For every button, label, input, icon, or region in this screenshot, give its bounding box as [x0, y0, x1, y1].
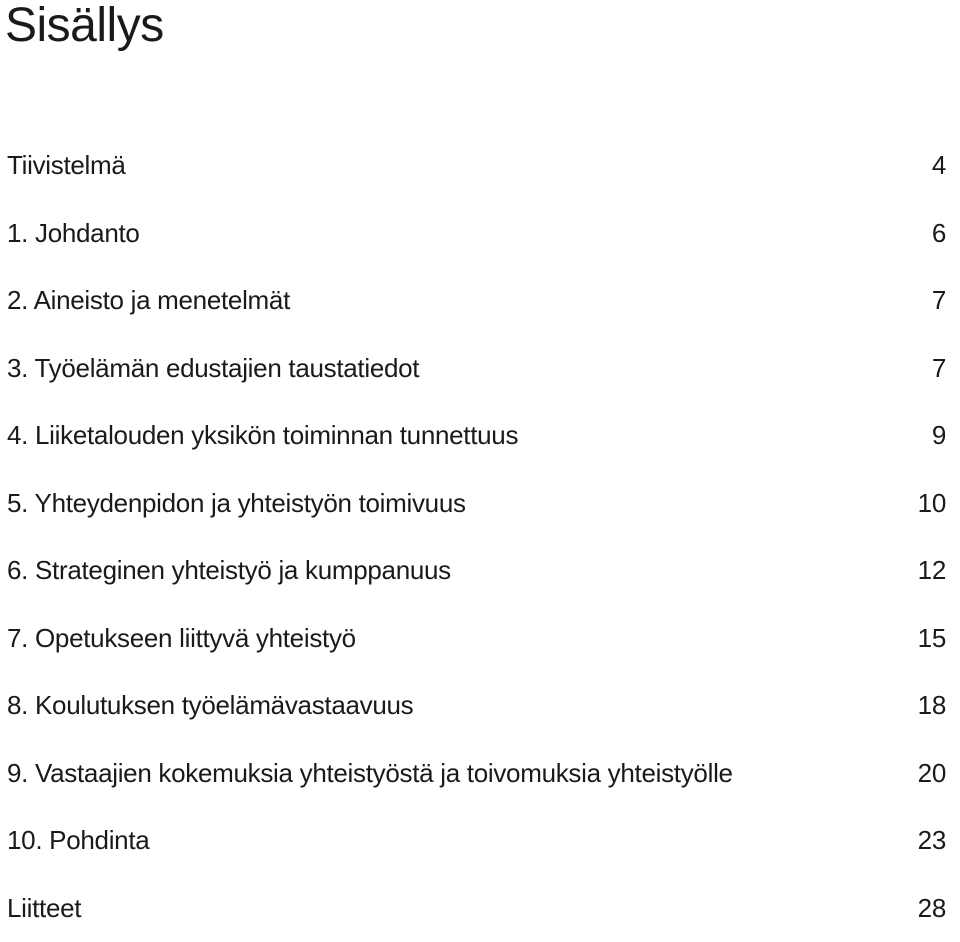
toc-entry-page: 10: [918, 488, 946, 519]
toc-entry-label: 3. Työelämän edustajien taustatiedot: [7, 353, 419, 384]
toc-entry-label: 5. Yhteydenpidon ja yhteistyön toimivuus: [7, 488, 466, 519]
toc-entry: [0, 470, 960, 538]
toc-entry-page: 12: [918, 555, 946, 586]
toc-entry-label: Liitteet: [7, 893, 81, 924]
toc-entry: [0, 605, 960, 673]
toc-entry: [0, 200, 960, 268]
toc-entry-label: 8. Koulutuksen työelämävastaavuus: [7, 690, 413, 721]
toc-entry-page: 4: [932, 150, 946, 181]
toc-entry: [0, 537, 960, 605]
toc-entry-page: 20: [918, 758, 946, 789]
toc-entry: [0, 740, 960, 808]
toc-entry-label: 9. Vastaajien kokemuksia yhteistyöstä ja toivomuksia yhteistyölle: [7, 758, 733, 789]
toc-entry-page: 23: [918, 825, 946, 856]
toc-entry-page: 9: [932, 420, 946, 451]
toc-entry-page: 15: [918, 623, 946, 654]
toc-entry-label: 4. Liiketalouden yksikön toiminnan tunnettuus: [7, 420, 518, 451]
toc-entry-page: 18: [918, 690, 946, 721]
toc-entry-label: Tiivistelmä: [7, 150, 126, 181]
page-title: Sisällys: [5, 0, 164, 58]
toc-entry: [0, 402, 960, 470]
toc-entry: [0, 875, 960, 942]
toc-entry-label: 7. Opetukseen liittyvä yhteistyö: [7, 623, 356, 654]
toc-entry-label: 10. Pohdinta: [7, 825, 149, 856]
toc-entry-page: 6: [932, 218, 946, 249]
toc-entry-page: 28: [918, 893, 946, 924]
toc-entry: [0, 335, 960, 403]
toc-entry: [0, 807, 960, 875]
toc-entry-label: 2. Aineisto ja menetelmät: [7, 285, 290, 316]
toc-entry: [0, 267, 960, 335]
toc-entry: [0, 132, 960, 200]
toc-entry: [0, 672, 960, 740]
toc-entry-label: 6. Strateginen yhteistyö ja kumppanuus: [7, 555, 451, 586]
toc-entry-label: 1. Johdanto: [7, 218, 140, 249]
toc-entry-page: 7: [932, 353, 946, 384]
table-of-contents: [0, 132, 960, 942]
toc-entry-page: 7: [932, 285, 946, 316]
